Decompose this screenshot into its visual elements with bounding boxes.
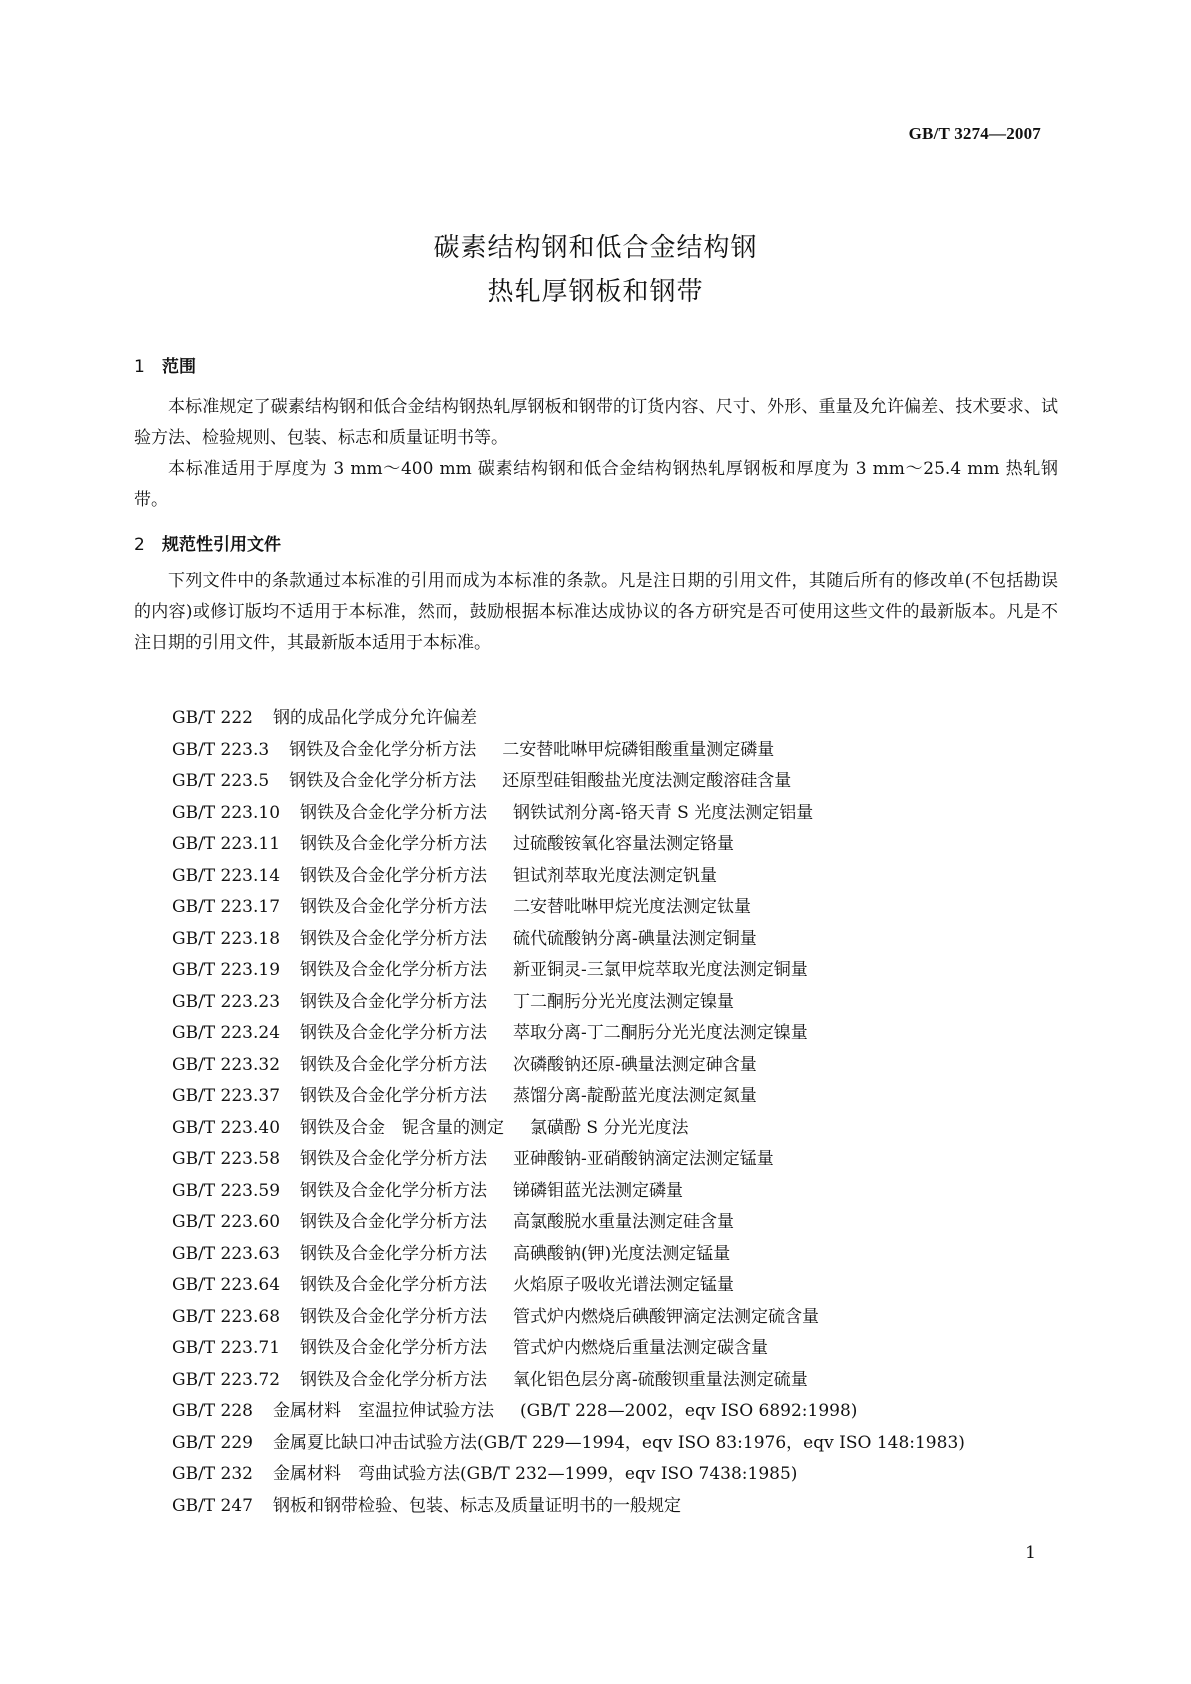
reference-code: GB/T 223.17 xyxy=(172,897,281,917)
reference-item xyxy=(172,1176,991,1208)
reference-item xyxy=(172,1428,991,1460)
reference-method: 新亚铜灵-三氯甲烷萃取光度法测定铜量 xyxy=(513,960,808,980)
reference-method: 硫代硫酸钠分离-碘量法测定铜量 xyxy=(513,928,757,949)
reference-item xyxy=(172,703,991,735)
reference-title: 钢铁及合金化学分析方法 xyxy=(300,1212,488,1232)
reference-item xyxy=(172,1491,991,1523)
reference-item xyxy=(172,829,991,861)
reference-list xyxy=(172,703,991,1522)
reference-code: GB/T 223.63 xyxy=(172,1243,281,1264)
reference-title: 钢铁及合金化学分析方法 xyxy=(300,991,488,1012)
reference-item xyxy=(172,1018,991,1050)
section-1-number: 1 xyxy=(134,357,145,377)
reference-title: 钢铁及合金化学分析方法 xyxy=(300,1338,488,1358)
reference-method: 高碘酸钠(钾)光度法测定锰量 xyxy=(513,1243,731,1264)
reference-method: 萃取分离-丁二酮肟分光光度法测定镍量 xyxy=(513,1023,808,1043)
reference-method: 二安替吡啉甲烷光度法测定钛量 xyxy=(513,897,752,917)
reference-method: 氯磺酚 S 分光光度法 xyxy=(530,1117,689,1138)
reference-code: GB/T 229 xyxy=(172,1432,253,1453)
reference-item xyxy=(172,1459,991,1491)
section-2-title: 规范性引用文件 xyxy=(162,535,281,555)
reference-method: 二安替吡啉甲烷磷钼酸重量测定磷量 xyxy=(502,739,775,760)
reference-code: GB/T 223.19 xyxy=(172,960,281,980)
reference-code: GB/T 223.72 xyxy=(172,1369,281,1390)
title-line-2: 热轧厚钢板和钢带 xyxy=(487,277,704,307)
reference-method: 氧化铝色层分离-硫酸钡重量法测定硫量 xyxy=(513,1369,808,1390)
reference-method: (GB/T 228—2002，eqv ISO 6892:1998) xyxy=(520,1401,858,1421)
reference-code: GB/T 223.14 xyxy=(172,865,281,886)
reference-item xyxy=(172,892,991,924)
reference-method: 锑磷钼蓝光法测定磷量 xyxy=(513,1180,684,1201)
reference-item xyxy=(172,1144,991,1176)
document-title xyxy=(0,226,1191,314)
reference-title: 金属材料 室温拉伸试验方法 xyxy=(273,1401,494,1421)
reference-item xyxy=(172,766,991,798)
reference-method: 过硫酸铵氧化容量法测定铬量 xyxy=(513,834,735,854)
reference-item xyxy=(172,924,991,956)
reference-title: 钢铁及合金化学分析方法 xyxy=(289,771,477,791)
reference-method: 次磷酸钠还原-碘量法测定砷含量 xyxy=(513,1054,757,1075)
reference-item xyxy=(172,1081,991,1113)
reference-title: 钢铁及合金化学分析方法 xyxy=(300,1054,488,1075)
reference-item xyxy=(172,1050,991,1082)
reference-title: 钢铁及合金化学分析方法 xyxy=(300,834,488,854)
reference-method: 丁二酮肟分光光度法测定镍量 xyxy=(513,991,735,1012)
reference-title: 钢铁及合金化学分析方法 xyxy=(300,1306,488,1327)
reference-method: 管式炉内燃烧后碘酸钾滴定法测定硫含量 xyxy=(513,1306,820,1327)
section-1-heading xyxy=(134,352,196,377)
title-line-1: 碳素结构钢和低合金结构钢 xyxy=(433,233,758,263)
section-2-heading xyxy=(134,530,281,555)
reference-title: 钢铁及合金化学分析方法 xyxy=(300,1243,488,1264)
reference-code: GB/T 223.59 xyxy=(172,1180,281,1201)
reference-item xyxy=(172,1302,991,1334)
reference-title: 钢铁及合金化学分析方法 xyxy=(300,1180,488,1201)
section-2-number: 2 xyxy=(134,535,145,555)
reference-code: GB/T 223.5 xyxy=(172,771,270,791)
reference-item xyxy=(172,1365,991,1397)
reference-code: GB/T 232 xyxy=(172,1464,253,1484)
standard-code: GB/T 3274—2007 xyxy=(908,124,1041,143)
reference-item xyxy=(172,735,991,767)
reference-method: 蒸馏分离-靛酚蓝光度法测定氮量 xyxy=(513,1086,757,1106)
reference-title: 钢铁及合金化学分析方法 xyxy=(300,1086,488,1106)
reference-title: 钢的成品化学成分允许偏差 xyxy=(273,708,477,728)
reference-item xyxy=(172,987,991,1019)
reference-code: GB/T 247 xyxy=(172,1495,253,1516)
reference-method: 高氯酸脱水重量法测定硅含量 xyxy=(513,1212,735,1232)
reference-item xyxy=(172,1207,991,1239)
reference-code: GB/T 223.10 xyxy=(172,802,281,823)
reference-code: GB/T 223.32 xyxy=(172,1054,281,1075)
reference-code: GB/T 223.3 xyxy=(172,739,270,760)
reference-title: 钢铁及合金化学分析方法 xyxy=(300,1149,488,1169)
reference-method: 钽试剂萃取光度法测定钒量 xyxy=(513,865,718,886)
reference-item xyxy=(172,1270,991,1302)
reference-title: 钢铁及合金 铌含量的测定 xyxy=(300,1117,505,1138)
reference-title: 钢铁及合金化学分析方法 xyxy=(300,1275,488,1295)
reference-code: GB/T 223.24 xyxy=(172,1023,281,1043)
reference-title: 钢铁及合金化学分析方法 xyxy=(300,1023,488,1043)
reference-title: 钢铁及合金化学分析方法 xyxy=(289,739,477,760)
reference-item xyxy=(172,1113,991,1145)
reference-title: 钢铁及合金化学分析方法 xyxy=(300,897,488,917)
reference-method: 钢铁试剂分离-铬天青 S 光度法测定铝量 xyxy=(513,802,814,823)
reference-code: GB/T 223.64 xyxy=(172,1275,281,1295)
reference-item xyxy=(172,1239,991,1271)
reference-code: GB/T 223.60 xyxy=(172,1212,281,1232)
reference-code: GB/T 223.58 xyxy=(172,1149,281,1169)
reference-item xyxy=(172,798,991,830)
references-intro: 下列文件中的条款通过本标准的引用而成为本标准的条款。凡是注日期的引用文件，其随后所有的修改单(不包括勘误的内容)或修订版均不适用于本标准，然而，鼓励根据本标准达成协议的各方研究是否可使用这些文件的最新版本。凡是不注日期的引用文件，其最新版本适用于本标准。 xyxy=(134,571,1058,653)
reference-item xyxy=(172,955,991,987)
reference-code: GB/T 223.40 xyxy=(172,1117,281,1138)
section-1-title: 范围 xyxy=(162,357,196,377)
reference-item xyxy=(172,861,991,893)
reference-method: 亚砷酸钠-亚硝酸钠滴定法测定锰量 xyxy=(513,1149,774,1169)
page-number: 1 xyxy=(1025,1543,1036,1563)
reference-code: GB/T 223.23 xyxy=(172,991,281,1012)
reference-code: GB/T 223.37 xyxy=(172,1086,281,1106)
reference-code: GB/T 223.18 xyxy=(172,928,281,949)
reference-code: GB/T 222 xyxy=(172,708,253,728)
scope-paragraph-1: 本标准规定了碳素结构钢和低合金结构钢热轧厚钢板和钢带的订货内容、尺寸、外形、重量及允许偏差、技术要求、试验方法、检验规则、包装、标志和质量证明书等。 xyxy=(134,397,1058,448)
reference-title: 钢铁及合金化学分析方法 xyxy=(300,960,488,980)
reference-code: GB/T 228 xyxy=(172,1401,253,1421)
reference-method: 管式炉内燃烧后重量法测定碳含量 xyxy=(513,1338,769,1358)
reference-title: 钢铁及合金化学分析方法 xyxy=(300,802,488,823)
reference-item xyxy=(172,1396,991,1428)
reference-code: GB/T 223.11 xyxy=(172,834,281,854)
reference-item xyxy=(172,1333,991,1365)
reference-code: GB/T 223.71 xyxy=(172,1338,281,1358)
reference-title: 钢板和钢带检验、包装、标志及质量证明书的一般规定 xyxy=(273,1495,681,1516)
reference-title: 金属夏比缺口冲击试验方法(GB/T 229—1994，eqv ISO 83:1976，eqv ISO 148:1983) xyxy=(273,1432,965,1453)
reference-method: 还原型硅钼酸盐光度法测定酸溶硅含量 xyxy=(502,771,792,791)
reference-method: 火焰原子吸收光谱法测定锰量 xyxy=(513,1275,735,1295)
scope-paragraph-2: 本标准适用于厚度为 3 mm～400 mm 碳素结构钢和低合金结构钢热轧厚钢板和厚度为 3 mm～25.4 mm 热轧钢带。 xyxy=(134,459,1058,510)
reference-title: 钢铁及合金化学分析方法 xyxy=(300,928,488,949)
reference-code: GB/T 223.68 xyxy=(172,1306,281,1327)
reference-title: 金属材料 弯曲试验方法(GB/T 232—1999，eqv ISO 7438:1985) xyxy=(273,1464,798,1484)
reference-title: 钢铁及合金化学分析方法 xyxy=(300,865,488,886)
reference-title: 钢铁及合金化学分析方法 xyxy=(300,1369,488,1390)
